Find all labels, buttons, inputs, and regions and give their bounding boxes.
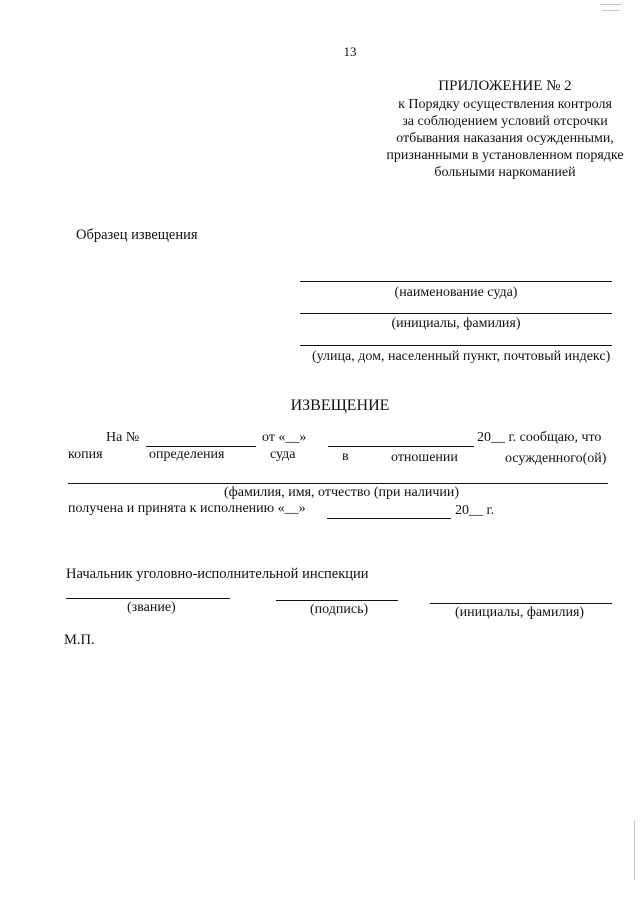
court-name-caption: (наименование суда) <box>394 285 518 300</box>
scan-artifact-top-2 <box>602 10 620 11</box>
stamp-label: М.П. <box>64 632 95 648</box>
notice-heading: ИЗВЕЩЕНИЕ <box>290 397 390 414</box>
notice-word: суда <box>270 447 296 462</box>
court-name-line[interactable] <box>300 281 612 282</box>
appendix-line: отбывания наказания осужденными, <box>396 131 614 146</box>
signature-line[interactable] <box>276 600 398 601</box>
received-text: получена и принята к исполнению «__» <box>68 501 306 516</box>
initials-caption: (инициалы, фамилия) <box>455 605 585 620</box>
notice-word: в <box>342 449 349 464</box>
notice-word: копия <box>68 447 103 462</box>
received-month-line[interactable] <box>327 518 451 519</box>
page-number: 13 <box>343 44 357 59</box>
scan-artifact-top <box>600 4 622 5</box>
chief-label: Начальник уголовно-исполнительной инспекции <box>66 566 369 582</box>
notice-word: отношении <box>391 450 458 465</box>
notice-word: определения <box>149 447 225 462</box>
appendix-line: больными наркоманией <box>434 165 576 180</box>
rank-line[interactable] <box>66 598 230 599</box>
received-year-text: 20__ г. <box>455 503 495 518</box>
address-caption: (улица, дом, населенный пункт, почтовый индекс) <box>312 349 611 364</box>
convict-fio-caption: (фамилия, имя, отчество (при наличии) <box>224 485 460 500</box>
appendix-line: к Порядку осуществления контроля <box>398 97 612 112</box>
initials-surname-caption: (инициалы, фамилия) <box>391 316 521 331</box>
scan-artifact-edge <box>634 820 635 880</box>
initials-surname-line[interactable] <box>300 313 612 314</box>
appendix-title: ПРИЛОЖЕНИЕ № 2 <box>438 78 572 94</box>
sample-label: Образец извещения <box>76 227 198 243</box>
notice-month-line[interactable] <box>328 446 474 447</box>
address-line[interactable] <box>300 345 612 346</box>
initials-line[interactable] <box>430 603 612 604</box>
convict-fio-line[interactable] <box>68 483 608 484</box>
notice-number-label: На № <box>106 430 140 445</box>
appendix-line: за соблюдением условий отсрочки <box>402 114 608 129</box>
appendix-line: признанными в установленном порядке <box>386 148 624 163</box>
notice-word: осужденного(ой) <box>505 451 607 466</box>
notice-date-label: от «__» <box>262 430 307 445</box>
notice-year-text: 20__ г. сообщаю, что <box>477 430 602 445</box>
signature-caption: (подпись) <box>310 602 369 617</box>
rank-caption: (звание) <box>127 600 176 615</box>
